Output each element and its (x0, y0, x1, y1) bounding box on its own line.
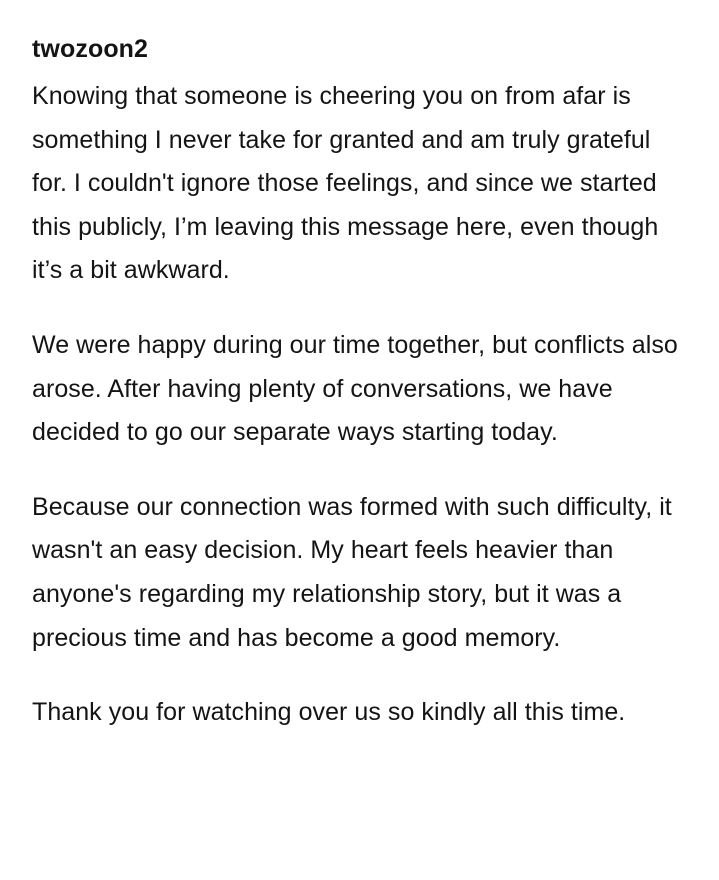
username[interactable]: twozoon2 (32, 35, 149, 63)
caption-paragraph: Because our connection was formed with such difficulty, it wasn't an easy decision. My heart feels heavier than anyone's regarding my relationship story, but it was a precious time and has become a good memory. (32, 492, 672, 652)
caption-paragraph: We were happy during our time together, but conflicts also arose. After having plenty of conversations, we have decided to go our separate ways starting today. (32, 330, 678, 447)
caption-paragraph: Knowing that someone is cheering you on from afar is something I never take for granted and am truly grateful for. I couldn't ignore those feelings, and since we started this publicly, I’m leaving this message here, even though it’s a bit awkward. (32, 82, 659, 285)
caption-paragraph: Thank you for watching over us so kindly all this time. (32, 698, 626, 727)
caption-body (32, 75, 687, 735)
